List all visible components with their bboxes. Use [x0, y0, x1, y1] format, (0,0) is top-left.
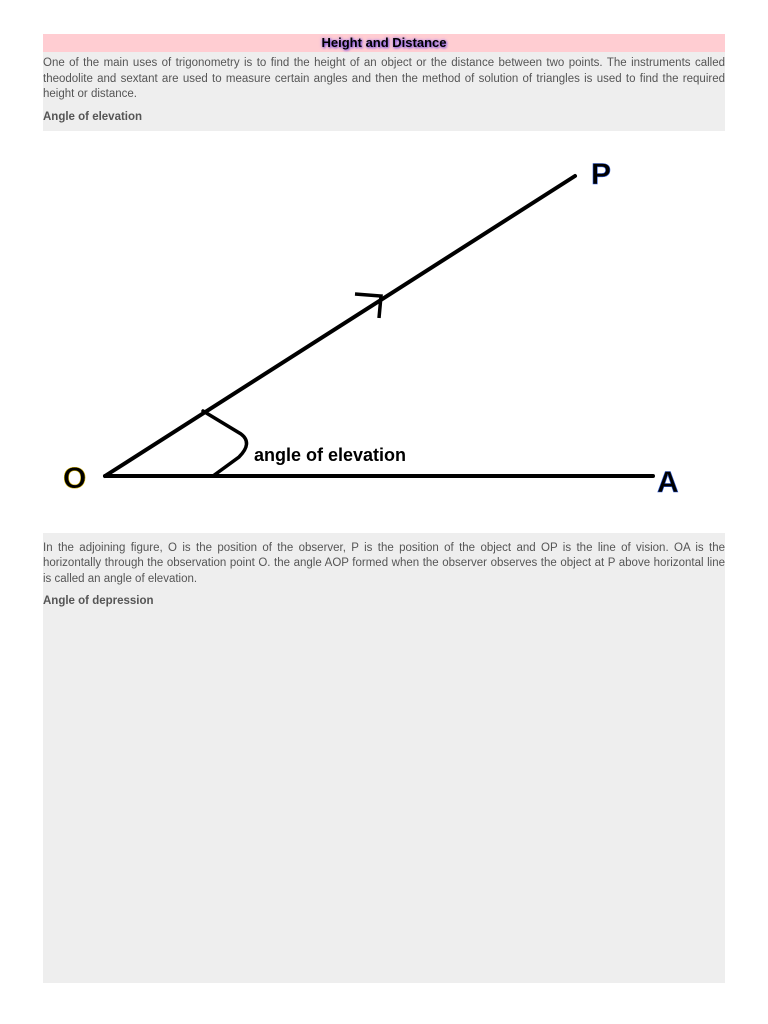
- angle-of-elevation-diagram: [43, 131, 725, 533]
- section-heading-depression: Angle of depression: [43, 595, 154, 607]
- label-a: A: [657, 465, 679, 499]
- angle-label: angle of elevation: [254, 444, 407, 465]
- page-title: Height and Distance: [43, 34, 725, 52]
- line-op: [105, 176, 575, 476]
- angle-arc: [203, 411, 247, 476]
- section-heading-elevation: Angle of elevation: [43, 110, 143, 123]
- explanation-paragraph: In the adjoining figure, O is the position of the observer, P is the position of the object and OP is the line of vision. OA is the horizontally through the observation point O. the angle AOP formed when the observer observes the object at P above horizontal line is called an angle of elevation.: [43, 541, 725, 585]
- intro-panel: [43, 52, 725, 131]
- document-page: [43, 34, 725, 983]
- label-p: P: [591, 157, 612, 191]
- intro-paragraph: One of the main uses of trigonometry is to find the height of an object or the distance between two points. The instruments called theodolite and sextant are used to measure certain angles and then the method of solution of triangles is used to find the required height or distance.: [43, 57, 725, 100]
- explanation-panel: [43, 533, 725, 983]
- label-o: O: [63, 461, 87, 495]
